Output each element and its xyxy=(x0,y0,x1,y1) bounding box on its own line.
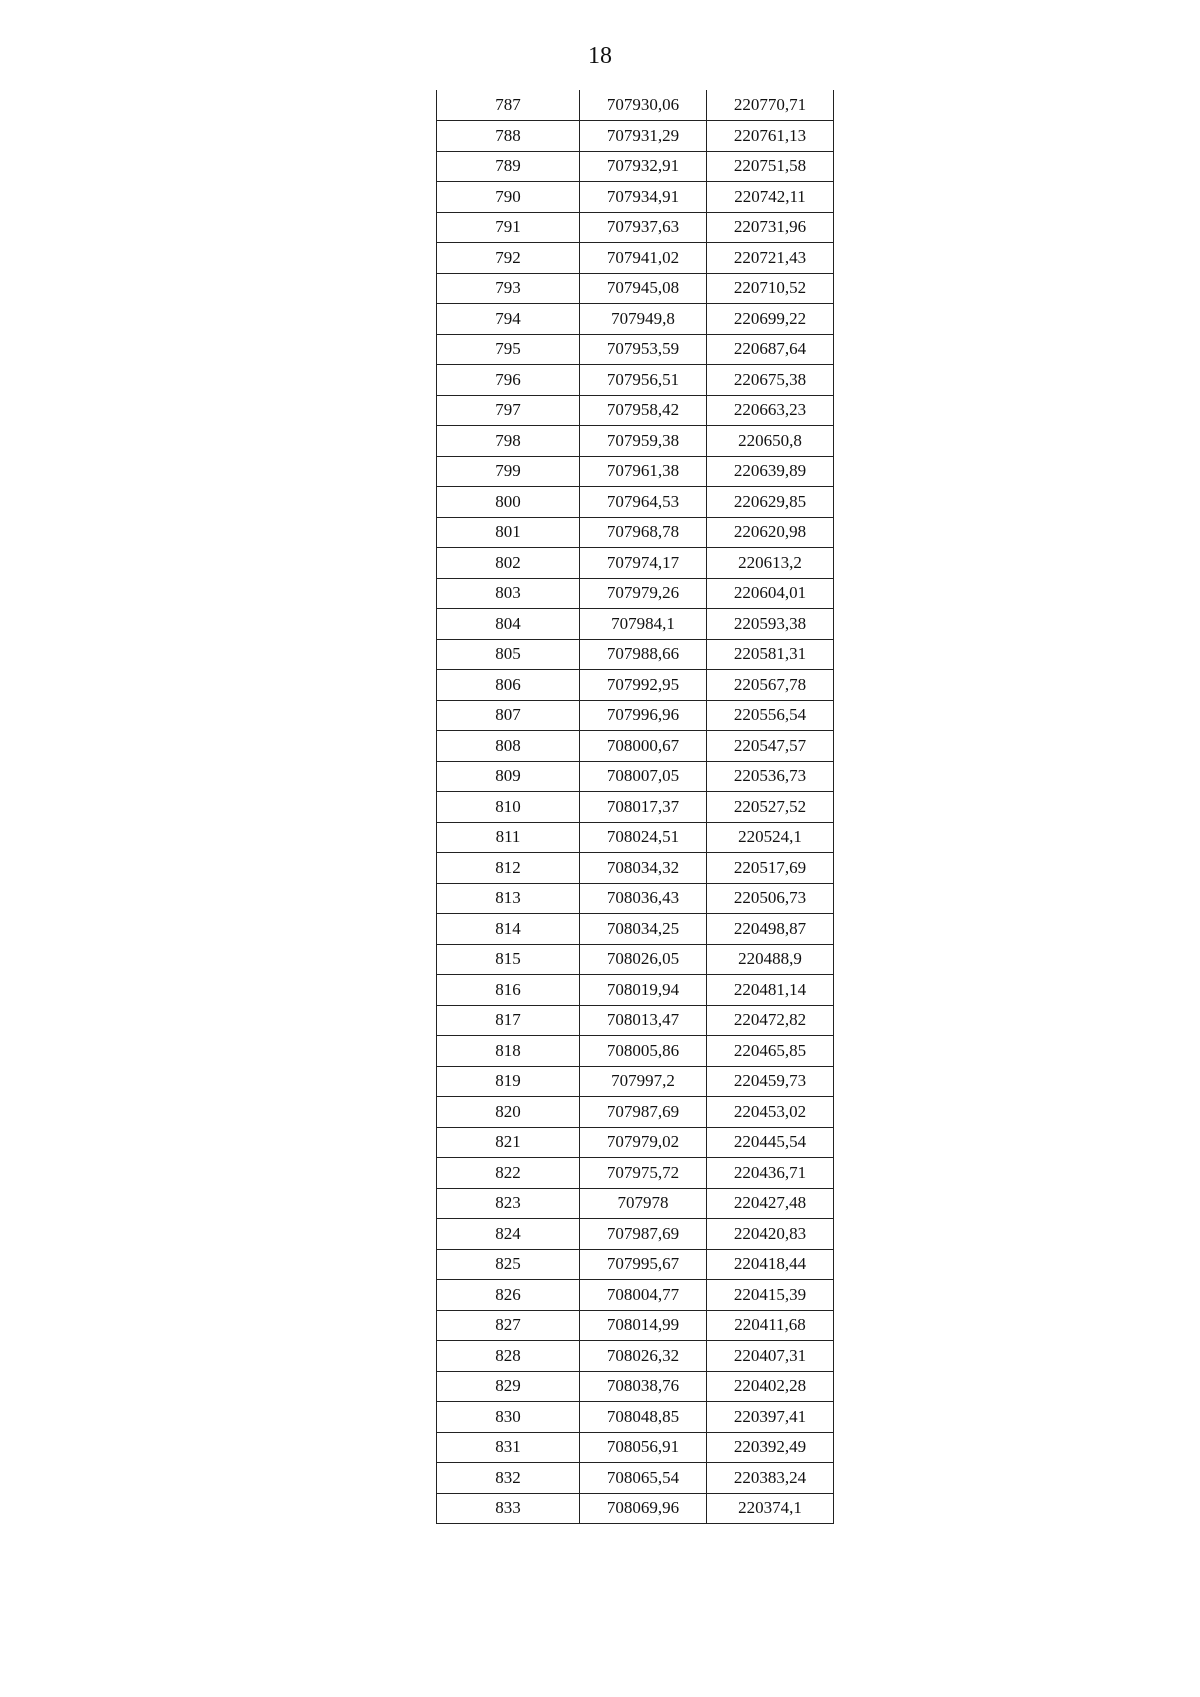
x-coordinate-cell: 708038,76 xyxy=(580,1371,707,1402)
point-number-cell: 813 xyxy=(437,883,580,914)
y-coordinate-cell: 220699,22 xyxy=(707,304,834,335)
y-coordinate-cell: 220604,01 xyxy=(707,578,834,609)
table-row xyxy=(437,1493,834,1524)
y-coordinate-cell: 220567,78 xyxy=(707,670,834,701)
x-coordinate-cell: 707997,2 xyxy=(580,1066,707,1097)
y-coordinate-cell: 220761,13 xyxy=(707,121,834,152)
x-coordinate-cell: 708014,99 xyxy=(580,1310,707,1341)
x-coordinate-cell: 707949,8 xyxy=(580,304,707,335)
table-row xyxy=(437,639,834,670)
point-number-cell: 805 xyxy=(437,639,580,670)
x-coordinate-cell: 707987,69 xyxy=(580,1097,707,1128)
table-row xyxy=(437,1036,834,1067)
table-row xyxy=(437,822,834,853)
y-coordinate-cell: 220524,1 xyxy=(707,822,834,853)
point-number-cell: 803 xyxy=(437,578,580,609)
point-number-cell: 826 xyxy=(437,1280,580,1311)
y-coordinate-cell: 220436,71 xyxy=(707,1158,834,1189)
table-row xyxy=(437,578,834,609)
point-number-cell: 798 xyxy=(437,426,580,457)
point-number-cell: 801 xyxy=(437,517,580,548)
point-number-cell: 815 xyxy=(437,944,580,975)
y-coordinate-cell: 220415,39 xyxy=(707,1280,834,1311)
point-number-cell: 802 xyxy=(437,548,580,579)
y-coordinate-cell: 220481,14 xyxy=(707,975,834,1006)
x-coordinate-cell: 707996,96 xyxy=(580,700,707,731)
table-row xyxy=(437,1432,834,1463)
x-coordinate-cell: 707956,51 xyxy=(580,365,707,396)
point-number-cell: 818 xyxy=(437,1036,580,1067)
table-row xyxy=(437,273,834,304)
point-number-cell: 827 xyxy=(437,1310,580,1341)
y-coordinate-cell: 220407,31 xyxy=(707,1341,834,1372)
y-coordinate-cell: 220770,71 xyxy=(707,90,834,121)
point-number-cell: 825 xyxy=(437,1249,580,1280)
point-number-cell: 831 xyxy=(437,1432,580,1463)
y-coordinate-cell: 220663,23 xyxy=(707,395,834,426)
y-coordinate-cell: 220418,44 xyxy=(707,1249,834,1280)
point-number-cell: 817 xyxy=(437,1005,580,1036)
x-coordinate-cell: 707987,69 xyxy=(580,1219,707,1250)
y-coordinate-cell: 220581,31 xyxy=(707,639,834,670)
table-row xyxy=(437,1005,834,1036)
point-number-cell: 814 xyxy=(437,914,580,945)
table-row xyxy=(437,548,834,579)
point-number-cell: 788 xyxy=(437,121,580,152)
point-number-cell: 828 xyxy=(437,1341,580,1372)
y-coordinate-cell: 220498,87 xyxy=(707,914,834,945)
point-number-cell: 823 xyxy=(437,1188,580,1219)
table-row xyxy=(437,304,834,335)
x-coordinate-cell: 707961,38 xyxy=(580,456,707,487)
table-row xyxy=(437,731,834,762)
point-number-cell: 800 xyxy=(437,487,580,518)
point-number-cell: 804 xyxy=(437,609,580,640)
table-row xyxy=(437,1341,834,1372)
x-coordinate-cell: 708065,54 xyxy=(580,1463,707,1494)
point-number-cell: 795 xyxy=(437,334,580,365)
x-coordinate-cell: 707958,42 xyxy=(580,395,707,426)
y-coordinate-cell: 220593,38 xyxy=(707,609,834,640)
table-row xyxy=(437,212,834,243)
point-number-cell: 824 xyxy=(437,1219,580,1250)
page-number: 18 xyxy=(588,43,612,69)
table-row xyxy=(437,395,834,426)
y-coordinate-cell: 220536,73 xyxy=(707,761,834,792)
table-row xyxy=(437,975,834,1006)
point-number-cell: 792 xyxy=(437,243,580,274)
table-row xyxy=(437,1158,834,1189)
point-number-cell: 787 xyxy=(437,90,580,121)
table-row xyxy=(437,914,834,945)
x-coordinate-cell: 707979,02 xyxy=(580,1127,707,1158)
table-row xyxy=(437,1371,834,1402)
x-coordinate-cell: 707959,38 xyxy=(580,426,707,457)
y-coordinate-cell: 220742,11 xyxy=(707,182,834,213)
point-number-cell: 830 xyxy=(437,1402,580,1433)
table-row xyxy=(437,1097,834,1128)
y-coordinate-cell: 220397,41 xyxy=(707,1402,834,1433)
x-coordinate-cell: 707992,95 xyxy=(580,670,707,701)
point-number-cell: 793 xyxy=(437,273,580,304)
table-row xyxy=(437,182,834,213)
y-coordinate-cell: 220427,48 xyxy=(707,1188,834,1219)
point-number-cell: 799 xyxy=(437,456,580,487)
x-coordinate-cell: 707979,26 xyxy=(580,578,707,609)
table-row xyxy=(437,1219,834,1250)
x-coordinate-cell: 708000,67 xyxy=(580,731,707,762)
y-coordinate-cell: 220411,68 xyxy=(707,1310,834,1341)
point-number-cell: 794 xyxy=(437,304,580,335)
x-coordinate-cell: 708026,32 xyxy=(580,1341,707,1372)
point-number-cell: 832 xyxy=(437,1463,580,1494)
point-number-cell: 807 xyxy=(437,700,580,731)
table-row xyxy=(437,1402,834,1433)
y-coordinate-cell: 220620,98 xyxy=(707,517,834,548)
coordinates-table xyxy=(436,90,834,1524)
x-coordinate-cell: 708026,05 xyxy=(580,944,707,975)
table-row xyxy=(437,853,834,884)
x-coordinate-cell: 707937,63 xyxy=(580,212,707,243)
point-number-cell: 806 xyxy=(437,670,580,701)
x-coordinate-cell: 708034,25 xyxy=(580,914,707,945)
y-coordinate-cell: 220731,96 xyxy=(707,212,834,243)
point-number-cell: 808 xyxy=(437,731,580,762)
y-coordinate-cell: 220402,28 xyxy=(707,1371,834,1402)
table-row xyxy=(437,456,834,487)
x-coordinate-cell: 707995,67 xyxy=(580,1249,707,1280)
x-coordinate-cell: 707984,1 xyxy=(580,609,707,640)
y-coordinate-cell: 220639,89 xyxy=(707,456,834,487)
y-coordinate-cell: 220547,57 xyxy=(707,731,834,762)
y-coordinate-cell: 220506,73 xyxy=(707,883,834,914)
x-coordinate-cell: 707931,29 xyxy=(580,121,707,152)
x-coordinate-cell: 707968,78 xyxy=(580,517,707,548)
point-number-cell: 811 xyxy=(437,822,580,853)
x-coordinate-cell: 707934,91 xyxy=(580,182,707,213)
point-number-cell: 833 xyxy=(437,1493,580,1524)
x-coordinate-cell: 707945,08 xyxy=(580,273,707,304)
y-coordinate-cell: 220629,85 xyxy=(707,487,834,518)
point-number-cell: 819 xyxy=(437,1066,580,1097)
table-row xyxy=(437,487,834,518)
x-coordinate-cell: 708069,96 xyxy=(580,1493,707,1524)
y-coordinate-cell: 220465,85 xyxy=(707,1036,834,1067)
point-number-cell: 822 xyxy=(437,1158,580,1189)
y-coordinate-cell: 220420,83 xyxy=(707,1219,834,1250)
x-coordinate-cell: 708036,43 xyxy=(580,883,707,914)
point-number-cell: 820 xyxy=(437,1097,580,1128)
y-coordinate-cell: 220472,82 xyxy=(707,1005,834,1036)
y-coordinate-cell: 220751,58 xyxy=(707,151,834,182)
y-coordinate-cell: 220445,54 xyxy=(707,1127,834,1158)
y-coordinate-cell: 220675,38 xyxy=(707,365,834,396)
point-number-cell: 829 xyxy=(437,1371,580,1402)
table-row xyxy=(437,1463,834,1494)
x-coordinate-cell: 708034,32 xyxy=(580,853,707,884)
point-number-cell: 789 xyxy=(437,151,580,182)
y-coordinate-cell: 220710,52 xyxy=(707,273,834,304)
y-coordinate-cell: 220459,73 xyxy=(707,1066,834,1097)
x-coordinate-cell: 708004,77 xyxy=(580,1280,707,1311)
table-row xyxy=(437,700,834,731)
table-row xyxy=(437,1249,834,1280)
table-row xyxy=(437,1188,834,1219)
y-coordinate-cell: 220527,52 xyxy=(707,792,834,823)
table-row xyxy=(437,243,834,274)
x-coordinate-cell: 708048,85 xyxy=(580,1402,707,1433)
y-coordinate-cell: 220687,64 xyxy=(707,334,834,365)
x-coordinate-cell: 708024,51 xyxy=(580,822,707,853)
x-coordinate-cell: 707932,91 xyxy=(580,151,707,182)
table-row xyxy=(437,1310,834,1341)
table-row xyxy=(437,883,834,914)
y-coordinate-cell: 220453,02 xyxy=(707,1097,834,1128)
point-number-cell: 809 xyxy=(437,761,580,792)
table-row xyxy=(437,365,834,396)
point-number-cell: 797 xyxy=(437,395,580,426)
table-row xyxy=(437,121,834,152)
table-row xyxy=(437,1066,834,1097)
x-coordinate-cell: 707974,17 xyxy=(580,548,707,579)
x-coordinate-cell: 708007,05 xyxy=(580,761,707,792)
x-coordinate-cell: 708005,86 xyxy=(580,1036,707,1067)
x-coordinate-cell: 707988,66 xyxy=(580,639,707,670)
x-coordinate-cell: 708019,94 xyxy=(580,975,707,1006)
table-row xyxy=(437,1127,834,1158)
x-coordinate-cell: 708056,91 xyxy=(580,1432,707,1463)
table-row xyxy=(437,90,834,121)
x-coordinate-cell: 707941,02 xyxy=(580,243,707,274)
y-coordinate-cell: 220374,1 xyxy=(707,1493,834,1524)
table-row xyxy=(437,761,834,792)
table-row xyxy=(437,426,834,457)
y-coordinate-cell: 220650,8 xyxy=(707,426,834,457)
y-coordinate-cell: 220383,24 xyxy=(707,1463,834,1494)
table-row xyxy=(437,670,834,701)
x-coordinate-cell: 707978 xyxy=(580,1188,707,1219)
table-row xyxy=(437,609,834,640)
x-coordinate-cell: 707930,06 xyxy=(580,90,707,121)
x-coordinate-cell: 707953,59 xyxy=(580,334,707,365)
y-coordinate-cell: 220488,9 xyxy=(707,944,834,975)
table-row xyxy=(437,151,834,182)
y-coordinate-cell: 220721,43 xyxy=(707,243,834,274)
y-coordinate-cell: 220556,54 xyxy=(707,700,834,731)
point-number-cell: 796 xyxy=(437,365,580,396)
point-number-cell: 821 xyxy=(437,1127,580,1158)
y-coordinate-cell: 220392,49 xyxy=(707,1432,834,1463)
x-coordinate-cell: 707975,72 xyxy=(580,1158,707,1189)
point-number-cell: 790 xyxy=(437,182,580,213)
x-coordinate-cell: 707964,53 xyxy=(580,487,707,518)
point-number-cell: 816 xyxy=(437,975,580,1006)
x-coordinate-cell: 708013,47 xyxy=(580,1005,707,1036)
coordinates-table-body xyxy=(437,90,834,1524)
point-number-cell: 810 xyxy=(437,792,580,823)
y-coordinate-cell: 220613,2 xyxy=(707,548,834,579)
point-number-cell: 791 xyxy=(437,212,580,243)
x-coordinate-cell: 708017,37 xyxy=(580,792,707,823)
y-coordinate-cell: 220517,69 xyxy=(707,853,834,884)
point-number-cell: 812 xyxy=(437,853,580,884)
table-row xyxy=(437,944,834,975)
table-row xyxy=(437,792,834,823)
table-row xyxy=(437,517,834,548)
table-row xyxy=(437,334,834,365)
table-row xyxy=(437,1280,834,1311)
